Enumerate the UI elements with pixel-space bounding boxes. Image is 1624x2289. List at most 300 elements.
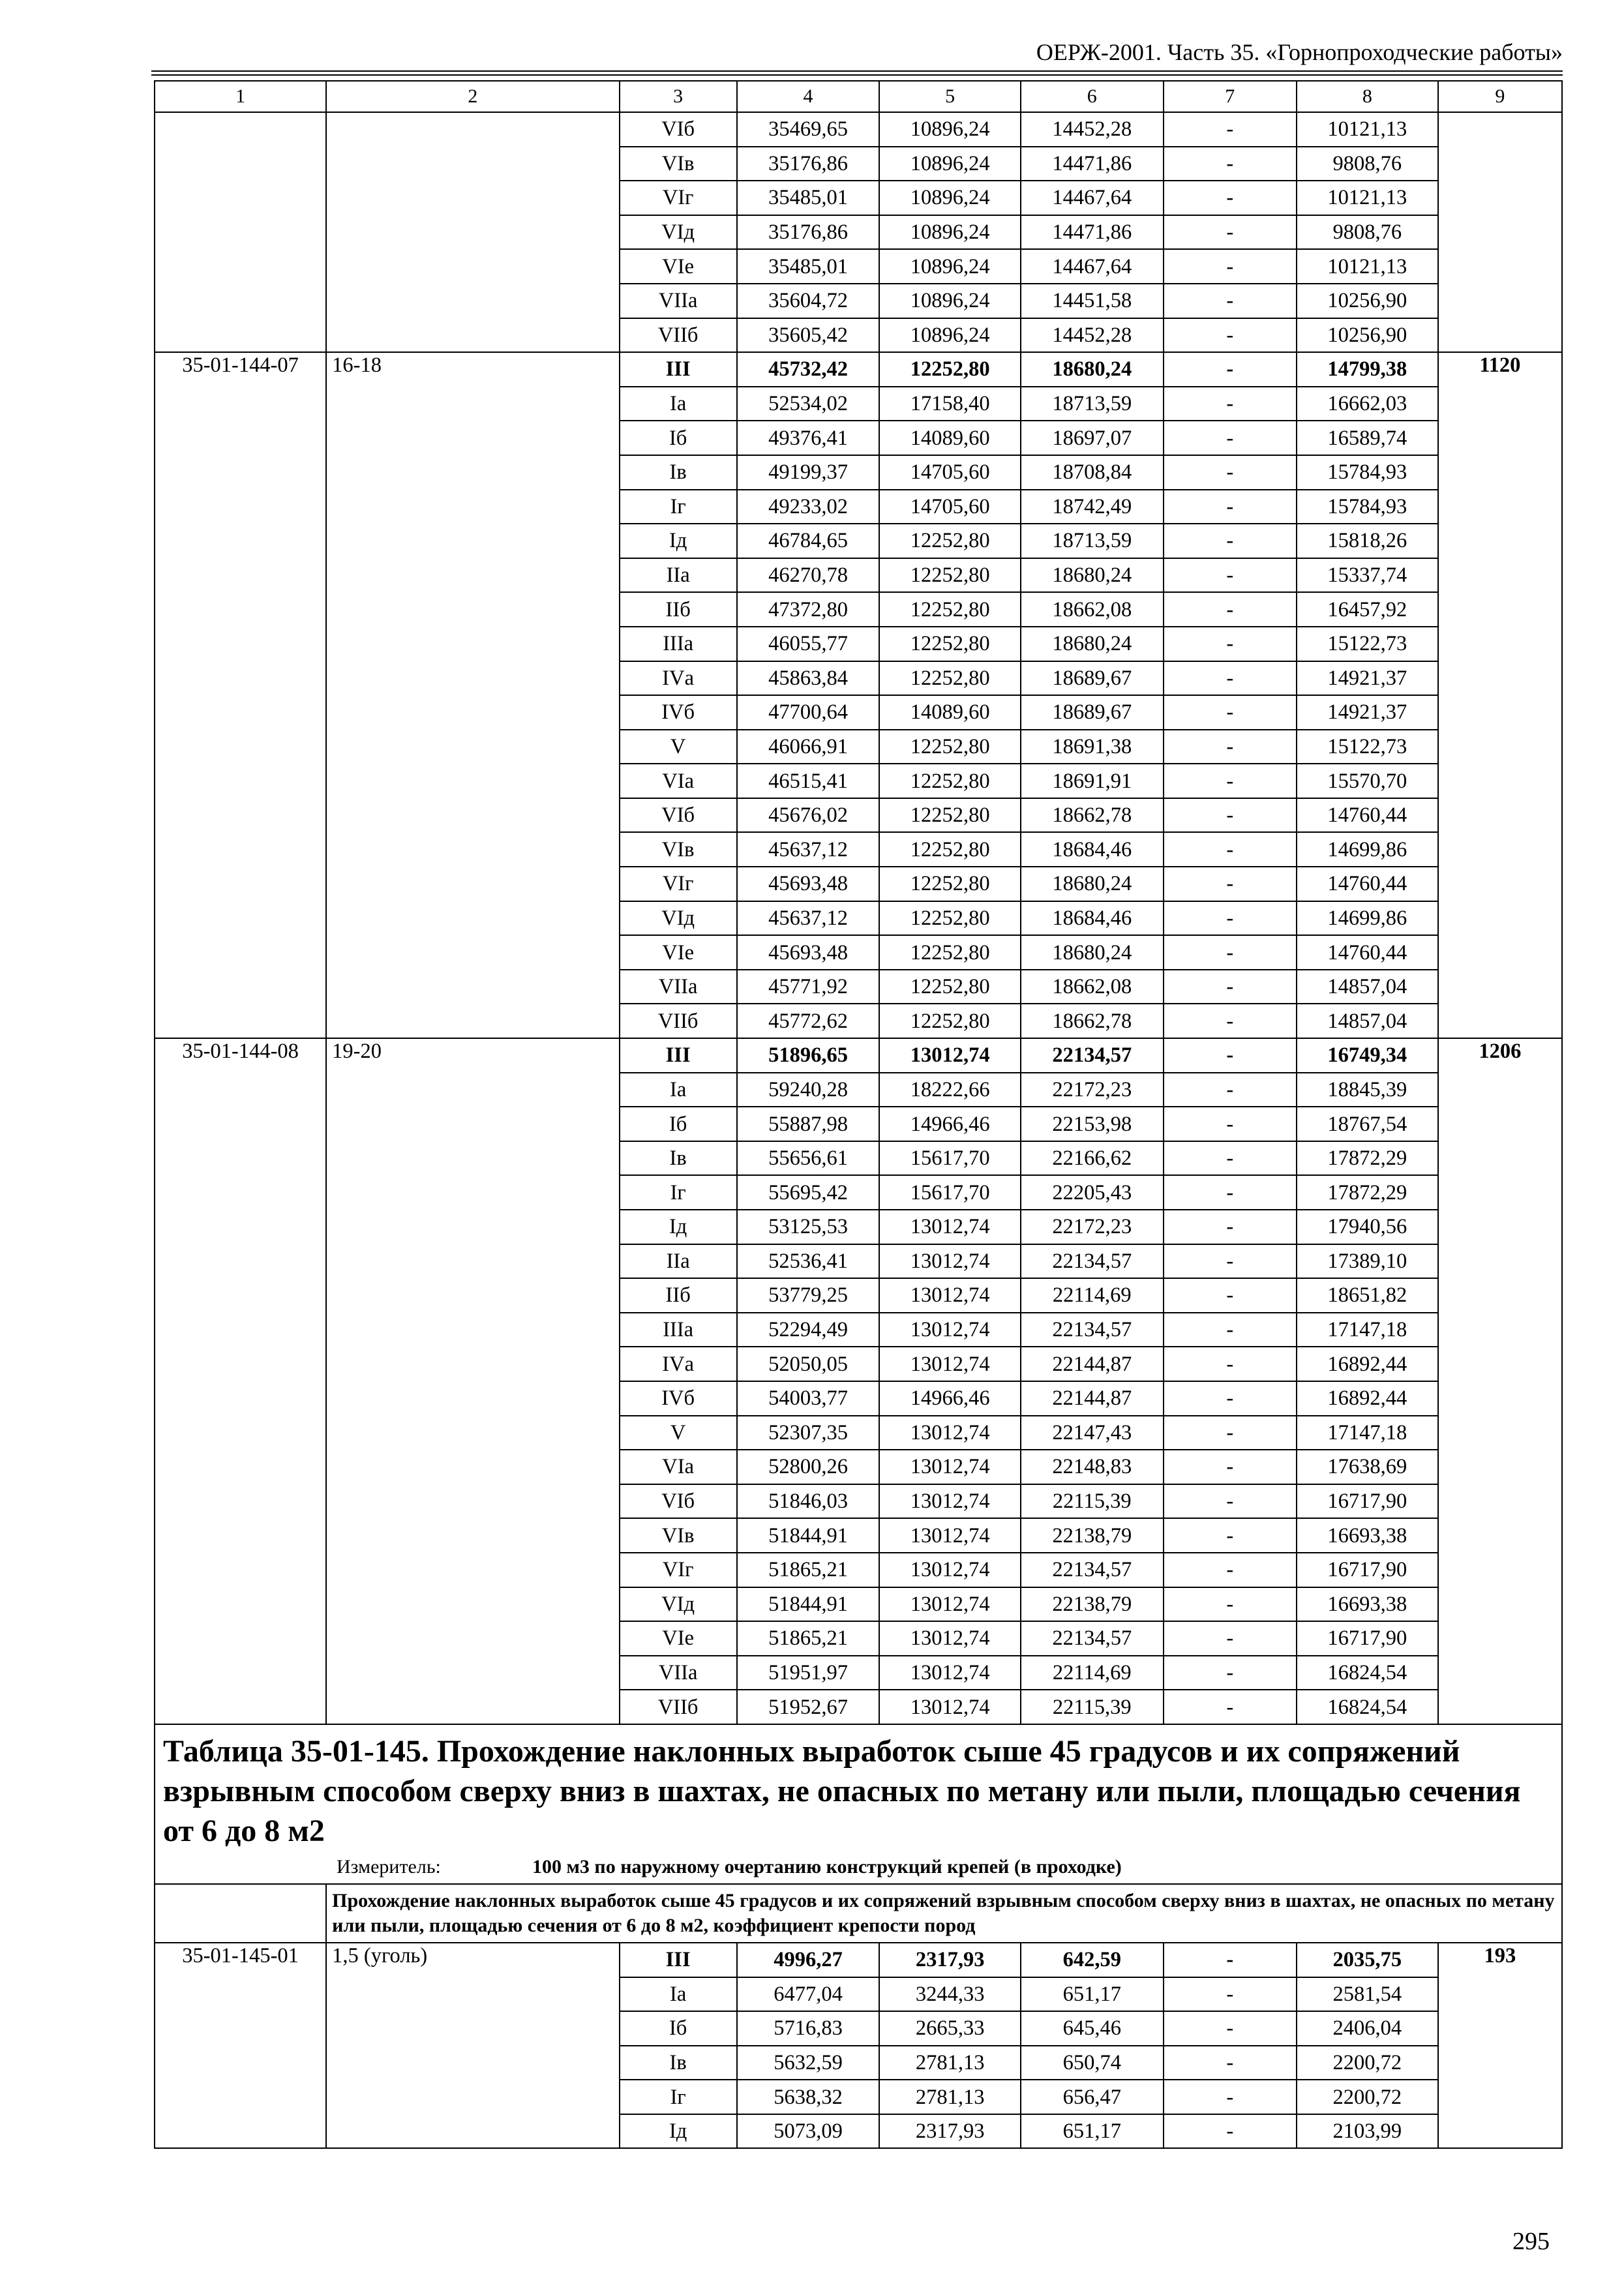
labor-wages: 10896,24	[879, 318, 1021, 353]
direct-costs: 45771,92	[737, 970, 880, 1004]
territorial-zone: IVа	[620, 661, 737, 696]
column-number: 3	[620, 81, 737, 112]
machine-operation: 22115,39	[1021, 1690, 1164, 1724]
direct-costs: 46515,41	[737, 764, 880, 798]
labor-wages: 13012,74	[879, 1347, 1021, 1381]
materials-cost: 15784,93	[1297, 490, 1438, 524]
labor-wages: 12252,80	[879, 832, 1021, 867]
labor-wages: 13012,74	[879, 1038, 1021, 1073]
territorial-zone: Iг	[620, 1175, 737, 1210]
labor-wages: 13012,74	[879, 1450, 1021, 1484]
territorial-zone: VIг	[620, 1553, 737, 1587]
direct-costs: 5638,32	[737, 2080, 880, 2114]
territorial-zone: III	[620, 1943, 737, 1977]
machinist-wages: -	[1164, 627, 1297, 661]
machinist-wages: -	[1164, 1004, 1297, 1038]
direct-costs: 53125,53	[737, 1210, 880, 1244]
machinist-wages: -	[1164, 524, 1297, 558]
machinist-wages: -	[1164, 1450, 1297, 1484]
machinist-wages: -	[1164, 1175, 1297, 1210]
territorial-zone: Iд	[620, 1210, 737, 1244]
direct-costs: 51844,91	[737, 1518, 880, 1553]
materials-cost: 16662,03	[1297, 387, 1438, 421]
direct-costs: 35485,01	[737, 181, 880, 215]
machinist-wages: -	[1164, 1278, 1297, 1313]
materials-cost: 14857,04	[1297, 1004, 1438, 1038]
machinist-wages: -	[1164, 1347, 1297, 1381]
direct-costs: 47372,80	[737, 592, 880, 627]
machinist-wages: -	[1164, 421, 1297, 455]
labor-wages: 12252,80	[879, 901, 1021, 936]
materials-cost: 16824,54	[1297, 1690, 1438, 1724]
territorial-zone: IIа	[620, 558, 737, 593]
materials-cost: 15122,73	[1297, 730, 1438, 764]
column-number: 6	[1021, 81, 1164, 112]
table-body	[155, 81, 1562, 2148]
labor-wages: 13012,74	[879, 1313, 1021, 1347]
direct-costs: 45676,02	[737, 798, 880, 833]
materials-cost: 15337,74	[1297, 558, 1438, 593]
labor-wages: 12252,80	[879, 352, 1021, 387]
territorial-zone: III	[620, 1038, 737, 1073]
territorial-zone: Iв	[620, 2046, 737, 2080]
labor-wages: 12252,80	[879, 627, 1021, 661]
machinist-wages: -	[1164, 181, 1297, 215]
machine-operation: 14471,86	[1021, 215, 1164, 250]
materials-cost: 17147,18	[1297, 1416, 1438, 1450]
labor-cost: 193	[1438, 1943, 1562, 2149]
labor-wages: 10896,24	[879, 249, 1021, 284]
materials-cost: 17147,18	[1297, 1313, 1438, 1347]
territorial-zone: VIIа	[620, 970, 737, 1004]
table-row	[155, 1038, 1562, 1073]
machine-operation: 14471,86	[1021, 147, 1164, 181]
rate-parameter: 1,5 (уголь)	[326, 1943, 619, 2149]
direct-costs: 4996,27	[737, 1943, 880, 1977]
materials-cost: 18767,54	[1297, 1107, 1438, 1141]
machine-operation: 22134,57	[1021, 1553, 1164, 1587]
materials-cost: 14921,37	[1297, 661, 1438, 696]
direct-costs: 52536,41	[737, 1244, 880, 1279]
column-number: 8	[1297, 81, 1438, 112]
table-caption	[155, 1724, 1562, 1884]
machine-operation: 651,17	[1021, 1977, 1164, 2012]
direct-costs: 35176,86	[737, 215, 880, 250]
direct-costs: 49199,37	[737, 455, 880, 490]
machine-operation: 14452,28	[1021, 318, 1164, 353]
machine-operation: 18691,38	[1021, 730, 1164, 764]
territorial-zone: IIIа	[620, 627, 737, 661]
sub-caption-spacer	[155, 1884, 326, 1943]
labor-wages: 12252,80	[879, 524, 1021, 558]
machine-operation: 651,17	[1021, 2114, 1164, 2149]
materials-cost: 16749,34	[1297, 1038, 1438, 1073]
machinist-wages: -	[1164, 901, 1297, 936]
column-number: 9	[1438, 81, 1562, 112]
machine-operation: 18662,08	[1021, 592, 1164, 627]
column-number: 1	[155, 81, 326, 112]
materials-cost: 17638,69	[1297, 1450, 1438, 1484]
labor-wages: 13012,74	[879, 1656, 1021, 1690]
machine-operation: 18680,24	[1021, 867, 1164, 901]
territorial-zone: VIг	[620, 867, 737, 901]
territorial-zone: VIа	[620, 1450, 737, 1484]
machinist-wages: -	[1164, 1484, 1297, 1519]
materials-cost: 16892,44	[1297, 1381, 1438, 1416]
labor-wages: 13012,74	[879, 1621, 1021, 1656]
machinist-wages: -	[1164, 798, 1297, 833]
labor-cost: 1120	[1438, 352, 1562, 1038]
territorial-zone: IVа	[620, 1347, 737, 1381]
machine-operation: 18691,91	[1021, 764, 1164, 798]
machine-operation: 22144,87	[1021, 1381, 1164, 1416]
machinist-wages: -	[1164, 1416, 1297, 1450]
machine-operation: 642,59	[1021, 1943, 1164, 1977]
rate-parameter	[326, 112, 619, 352]
direct-costs: 46784,65	[737, 524, 880, 558]
machine-operation: 18680,24	[1021, 627, 1164, 661]
machine-operation: 22172,23	[1021, 1073, 1164, 1107]
materials-cost: 15570,70	[1297, 764, 1438, 798]
machine-operation: 22134,57	[1021, 1621, 1164, 1656]
direct-costs: 51846,03	[737, 1484, 880, 1519]
labor-wages: 14705,60	[879, 490, 1021, 524]
materials-cost: 17872,29	[1297, 1141, 1438, 1176]
machine-operation: 14467,64	[1021, 181, 1164, 215]
labor-wages: 2781,13	[879, 2080, 1021, 2114]
machinist-wages: -	[1164, 1518, 1297, 1553]
machinist-wages: -	[1164, 1073, 1297, 1107]
machine-operation: 22138,79	[1021, 1587, 1164, 1622]
direct-costs: 45637,12	[737, 832, 880, 867]
labor-wages: 14089,60	[879, 421, 1021, 455]
machinist-wages: -	[1164, 387, 1297, 421]
territorial-zone: IVб	[620, 695, 737, 730]
direct-costs: 35605,42	[737, 318, 880, 353]
territorial-zone: Iа	[620, 1073, 737, 1107]
machinist-wages: -	[1164, 1553, 1297, 1587]
territorial-zone: Iа	[620, 387, 737, 421]
materials-cost: 14857,04	[1297, 970, 1438, 1004]
labor-wages: 18222,66	[879, 1073, 1021, 1107]
territorial-zone: VIд	[620, 1587, 737, 1622]
labor-wages: 13012,74	[879, 1690, 1021, 1724]
direct-costs: 35176,86	[737, 147, 880, 181]
direct-costs: 51844,91	[737, 1587, 880, 1622]
territorial-zone: Iг	[620, 490, 737, 524]
machine-operation: 18742,49	[1021, 490, 1164, 524]
machinist-wages: -	[1164, 970, 1297, 1004]
direct-costs: 51865,21	[737, 1553, 880, 1587]
machine-operation: 22166,62	[1021, 1141, 1164, 1176]
labor-wages: 2317,93	[879, 2114, 1021, 2149]
materials-cost: 2200,72	[1297, 2080, 1438, 2114]
direct-costs: 5632,59	[737, 2046, 880, 2080]
machinist-wages: -	[1164, 1141, 1297, 1176]
territorial-zone: Iб	[620, 1107, 737, 1141]
machine-operation: 14467,64	[1021, 249, 1164, 284]
machinist-wages: -	[1164, 867, 1297, 901]
direct-costs: 35604,72	[737, 284, 880, 318]
territorial-zone: VIIа	[620, 1656, 737, 1690]
territorial-zone: III	[620, 352, 737, 387]
territorial-zone: Iа	[620, 1977, 737, 2012]
materials-cost: 16717,90	[1297, 1553, 1438, 1587]
measure-unit-label: Измеритель:	[337, 1855, 441, 1878]
direct-costs: 52050,05	[737, 1347, 880, 1381]
labor-wages: 13012,74	[879, 1244, 1021, 1279]
territorial-zone: IIа	[620, 1244, 737, 1279]
measure-unit-text: 100 м3 по наружному очертанию конструкций крепей (в проходке)	[532, 1855, 1122, 1878]
direct-costs: 35469,65	[737, 112, 880, 147]
territorial-zone: Iг	[620, 2080, 737, 2114]
machine-operation: 22172,23	[1021, 1210, 1164, 1244]
labor-wages: 14089,60	[879, 695, 1021, 730]
table-row	[155, 352, 1562, 387]
labor-wages: 14966,46	[879, 1381, 1021, 1416]
table-caption-row	[155, 1724, 1562, 1884]
territorial-zone: V	[620, 1416, 737, 1450]
machinist-wages: -	[1164, 661, 1297, 696]
machinist-wages: -	[1164, 1038, 1297, 1073]
direct-costs: 51952,67	[737, 1690, 880, 1724]
labor-wages: 13012,74	[879, 1416, 1021, 1450]
machinist-wages: -	[1164, 1656, 1297, 1690]
machine-operation: 18708,84	[1021, 455, 1164, 490]
territorial-zone: Iд	[620, 2114, 737, 2149]
direct-costs: 52534,02	[737, 387, 880, 421]
materials-cost: 10256,90	[1297, 284, 1438, 318]
column-number-row	[155, 81, 1562, 112]
machine-operation: 18684,46	[1021, 901, 1164, 936]
machine-operation: 18680,24	[1021, 935, 1164, 970]
labor-wages: 14705,60	[879, 455, 1021, 490]
materials-cost: 14760,44	[1297, 867, 1438, 901]
territorial-zone: VIIб	[620, 1690, 737, 1724]
machinist-wages: -	[1164, 1943, 1297, 1977]
territorial-zone: VIг	[620, 181, 737, 215]
territorial-zone: VIв	[620, 1518, 737, 1553]
column-number: 4	[737, 81, 880, 112]
machinist-wages: -	[1164, 284, 1297, 318]
materials-cost: 16824,54	[1297, 1656, 1438, 1690]
territorial-zone: Iд	[620, 524, 737, 558]
labor-wages: 14966,46	[879, 1107, 1021, 1141]
machinist-wages: -	[1164, 935, 1297, 970]
labor-wages: 2317,93	[879, 1943, 1021, 1977]
labor-wages: 12252,80	[879, 661, 1021, 696]
machine-operation: 18662,78	[1021, 798, 1164, 833]
machine-operation: 18689,67	[1021, 661, 1164, 696]
direct-costs: 45772,62	[737, 1004, 880, 1038]
machinist-wages: -	[1164, 318, 1297, 353]
machine-operation: 22138,79	[1021, 1518, 1164, 1553]
machinist-wages: -	[1164, 1313, 1297, 1347]
table-title: Таблица 35-01-145. Прохождение наклонных выработок сыше 45 градусов и их сопряжений взрывным способом сверху вниз в шахтах, не опасных по метану или пыли, площадью сечения от 6 до 8 м2	[163, 1733, 1521, 1848]
territorial-zone: V	[620, 730, 737, 764]
materials-cost: 2035,75	[1297, 1943, 1438, 1977]
direct-costs: 49376,41	[737, 421, 880, 455]
direct-costs: 46055,77	[737, 627, 880, 661]
machine-operation: 22115,39	[1021, 1484, 1164, 1519]
materials-cost: 17389,10	[1297, 1244, 1438, 1279]
rate-code	[155, 112, 326, 352]
territorial-zone: VIб	[620, 1484, 737, 1519]
rate-parameter: 16-18	[326, 352, 619, 1038]
machine-operation: 22205,43	[1021, 1175, 1164, 1210]
column-number: 5	[879, 81, 1021, 112]
labor-wages: 13012,74	[879, 1278, 1021, 1313]
machinist-wages: -	[1164, 1587, 1297, 1622]
territorial-zone: Iб	[620, 421, 737, 455]
machine-operation: 18684,46	[1021, 832, 1164, 867]
labor-wages: 2665,33	[879, 2011, 1021, 2046]
direct-costs: 5073,09	[737, 2114, 880, 2149]
machinist-wages: -	[1164, 2080, 1297, 2114]
direct-costs: 45863,84	[737, 661, 880, 696]
territorial-zone: IIб	[620, 1278, 737, 1313]
direct-costs: 51951,97	[737, 1656, 880, 1690]
machinist-wages: -	[1164, 1381, 1297, 1416]
labor-wages: 12252,80	[879, 558, 1021, 593]
rate-table	[154, 80, 1563, 2149]
labor-wages: 12252,80	[879, 798, 1021, 833]
labor-wages: 10896,24	[879, 147, 1021, 181]
territorial-zone: VIб	[620, 798, 737, 833]
materials-cost: 16693,38	[1297, 1587, 1438, 1622]
rate-code: 35-01-144-08	[155, 1038, 326, 1724]
materials-cost: 10121,13	[1297, 249, 1438, 284]
territorial-zone: Iб	[620, 2011, 737, 2046]
machinist-wages: -	[1164, 1210, 1297, 1244]
direct-costs: 52307,35	[737, 1416, 880, 1450]
header-rule	[151, 70, 1563, 72]
machine-operation: 22134,57	[1021, 1038, 1164, 1073]
materials-cost: 2103,99	[1297, 2114, 1438, 2149]
territorial-zone: VIIа	[620, 284, 737, 318]
labor-wages: 10896,24	[879, 284, 1021, 318]
direct-costs: 55656,61	[737, 1141, 880, 1176]
labor-wages: 12252,80	[879, 764, 1021, 798]
machine-operation: 22153,98	[1021, 1107, 1164, 1141]
territorial-zone: VIв	[620, 832, 737, 867]
machine-operation: 22114,69	[1021, 1656, 1164, 1690]
machinist-wages: -	[1164, 558, 1297, 593]
materials-cost: 9808,76	[1297, 147, 1438, 181]
labor-wages: 12252,80	[879, 1004, 1021, 1038]
machine-operation: 22134,57	[1021, 1313, 1164, 1347]
labor-wages: 13012,74	[879, 1210, 1021, 1244]
territorial-zone: VIIб	[620, 1004, 737, 1038]
territorial-zone: IIIа	[620, 1313, 737, 1347]
sub-caption: Прохождение наклонных выработок сыше 45 градусов и их сопряжений взрывным способом сверху вниз в шахтах, не опасных по метану или пыли, площадью сечения от 6 до 8 м2, коэффициент крепости пород	[326, 1884, 1562, 1943]
materials-cost: 10121,13	[1297, 181, 1438, 215]
machinist-wages: -	[1164, 1107, 1297, 1141]
direct-costs: 6477,04	[737, 1977, 880, 2012]
labor-wages: 12252,80	[879, 730, 1021, 764]
direct-costs: 51896,65	[737, 1038, 880, 1073]
machine-operation: 22114,69	[1021, 1278, 1164, 1313]
running-header: ОЕРЖ-2001. Часть 35. «Горнопроходческие работы»	[1036, 39, 1563, 65]
labor-wages: 10896,24	[879, 181, 1021, 215]
labor-wages: 10896,24	[879, 112, 1021, 147]
machine-operation: 18680,24	[1021, 558, 1164, 593]
rate-code: 35-01-144-07	[155, 352, 326, 1038]
labor-wages: 10896,24	[879, 215, 1021, 250]
labor-wages: 3244,33	[879, 1977, 1021, 2012]
header-rule	[151, 74, 1563, 76]
machinist-wages: -	[1164, 215, 1297, 250]
territorial-zone: VIе	[620, 935, 737, 970]
machinist-wages: -	[1164, 2114, 1297, 2149]
machine-operation: 18697,07	[1021, 421, 1164, 455]
direct-costs: 52800,26	[737, 1450, 880, 1484]
labor-wages: 13012,74	[879, 1587, 1021, 1622]
machine-operation: 645,46	[1021, 2011, 1164, 2046]
table-row	[155, 112, 1562, 147]
direct-costs: 45732,42	[737, 352, 880, 387]
materials-cost: 2406,04	[1297, 2011, 1438, 2046]
direct-costs: 46066,91	[737, 730, 880, 764]
materials-cost: 17872,29	[1297, 1175, 1438, 1210]
machine-operation: 14451,58	[1021, 284, 1164, 318]
territorial-zone: VIе	[620, 1621, 737, 1656]
direct-costs: 35485,01	[737, 249, 880, 284]
labor-wages: 12252,80	[879, 970, 1021, 1004]
direct-costs: 49233,02	[737, 490, 880, 524]
territorial-zone: VIб	[620, 112, 737, 147]
labor-wages: 12252,80	[879, 935, 1021, 970]
direct-costs: 45693,48	[737, 867, 880, 901]
materials-cost: 15818,26	[1297, 524, 1438, 558]
labor-wages: 15617,70	[879, 1141, 1021, 1176]
materials-cost: 18651,82	[1297, 1278, 1438, 1313]
machinist-wages: -	[1164, 352, 1297, 387]
direct-costs: 53779,25	[737, 1278, 880, 1313]
labor-cost: 1206	[1438, 1038, 1562, 1724]
materials-cost: 16717,90	[1297, 1484, 1438, 1519]
machinist-wages: -	[1164, 455, 1297, 490]
machine-operation: 22134,57	[1021, 1244, 1164, 1279]
labor-wages: 12252,80	[879, 867, 1021, 901]
machinist-wages: -	[1164, 730, 1297, 764]
machine-operation: 18713,59	[1021, 524, 1164, 558]
materials-cost: 14921,37	[1297, 695, 1438, 730]
materials-cost: 2581,54	[1297, 1977, 1438, 2012]
materials-cost: 10121,13	[1297, 112, 1438, 147]
materials-cost: 14760,44	[1297, 798, 1438, 833]
machine-operation: 18662,08	[1021, 970, 1164, 1004]
labor-wages: 15617,70	[879, 1175, 1021, 1210]
machine-operation: 22148,83	[1021, 1450, 1164, 1484]
machine-operation: 18713,59	[1021, 387, 1164, 421]
direct-costs: 46270,78	[737, 558, 880, 593]
machine-operation: 650,74	[1021, 2046, 1164, 2080]
measure-unit-line	[163, 1853, 1554, 1881]
machinist-wages: -	[1164, 1621, 1297, 1656]
machine-operation: 14452,28	[1021, 112, 1164, 147]
labor-wages: 13012,74	[879, 1484, 1021, 1519]
territorial-zone: IVб	[620, 1381, 737, 1416]
labor-wages: 2781,13	[879, 2046, 1021, 2080]
direct-costs: 59240,28	[737, 1073, 880, 1107]
direct-costs: 55695,42	[737, 1175, 880, 1210]
direct-costs: 55887,98	[737, 1107, 880, 1141]
rate-code: 35-01-145-01	[155, 1943, 326, 2149]
table-row	[155, 1943, 1562, 1977]
machinist-wages: -	[1164, 592, 1297, 627]
territorial-zone: VIв	[620, 147, 737, 181]
